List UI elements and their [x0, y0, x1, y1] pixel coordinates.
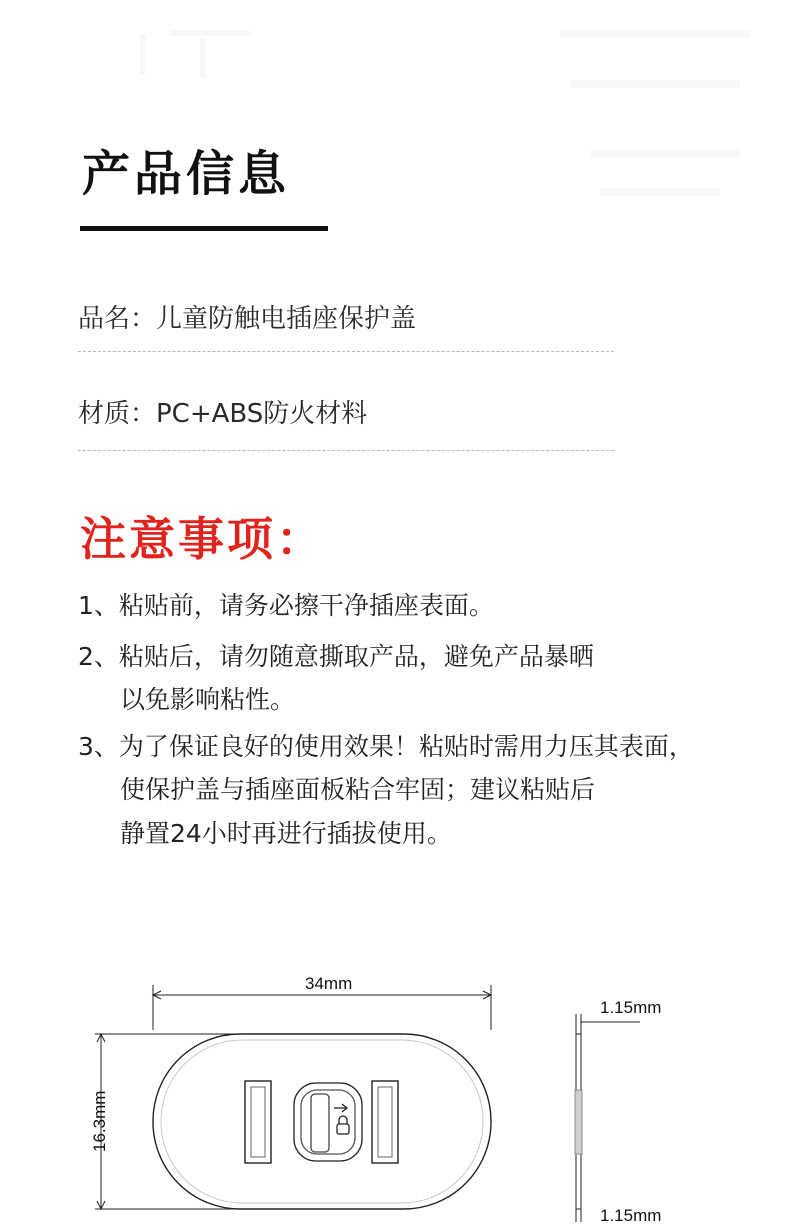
- divider-dashed: [78, 450, 614, 451]
- cover-outline: [153, 1034, 491, 1209]
- thickness-bottom-label: 1.15mm: [600, 1206, 662, 1225]
- notice-item-3-line-3: 静置24小时再进行插拔使用。: [120, 819, 452, 848]
- background-watermark: [130, 20, 290, 80]
- notice-item-1-line-1: 1、粘贴前，请务必擦干净插座表面。: [78, 591, 494, 620]
- thickness-top-label: 1.15mm: [600, 998, 662, 1017]
- dimension-diagram: [0, 950, 790, 1224]
- product-info-heading: 产品信息: [82, 146, 291, 202]
- notice-item-2-line-2: 以免影响粘性。: [120, 685, 296, 714]
- notice-item-2-line-1: 2、粘贴后，请勿随意撕取产品，避免产品暴晒: [78, 642, 594, 671]
- notice-item-3-line-1: 3、为了保证良好的使用效果！粘贴时需用力压其表面，: [78, 732, 694, 761]
- divider-dashed: [78, 351, 614, 352]
- heading-underline: [80, 226, 328, 231]
- material-line: 材质：PC+ABS防火材料: [78, 399, 368, 429]
- background-watermark-right: [560, 20, 760, 200]
- side-profile: [575, 1014, 640, 1222]
- height-label: 16.3mm: [90, 1090, 109, 1152]
- notice-item-3-line-2: 使保护盖与插座面板粘合牢固；建议粘贴后: [120, 775, 596, 804]
- width-label: 34mm: [305, 974, 353, 993]
- notice-heading: 注意事项：: [80, 512, 325, 566]
- product-name-line: 品名：儿童防触电插座保护盖: [78, 304, 417, 334]
